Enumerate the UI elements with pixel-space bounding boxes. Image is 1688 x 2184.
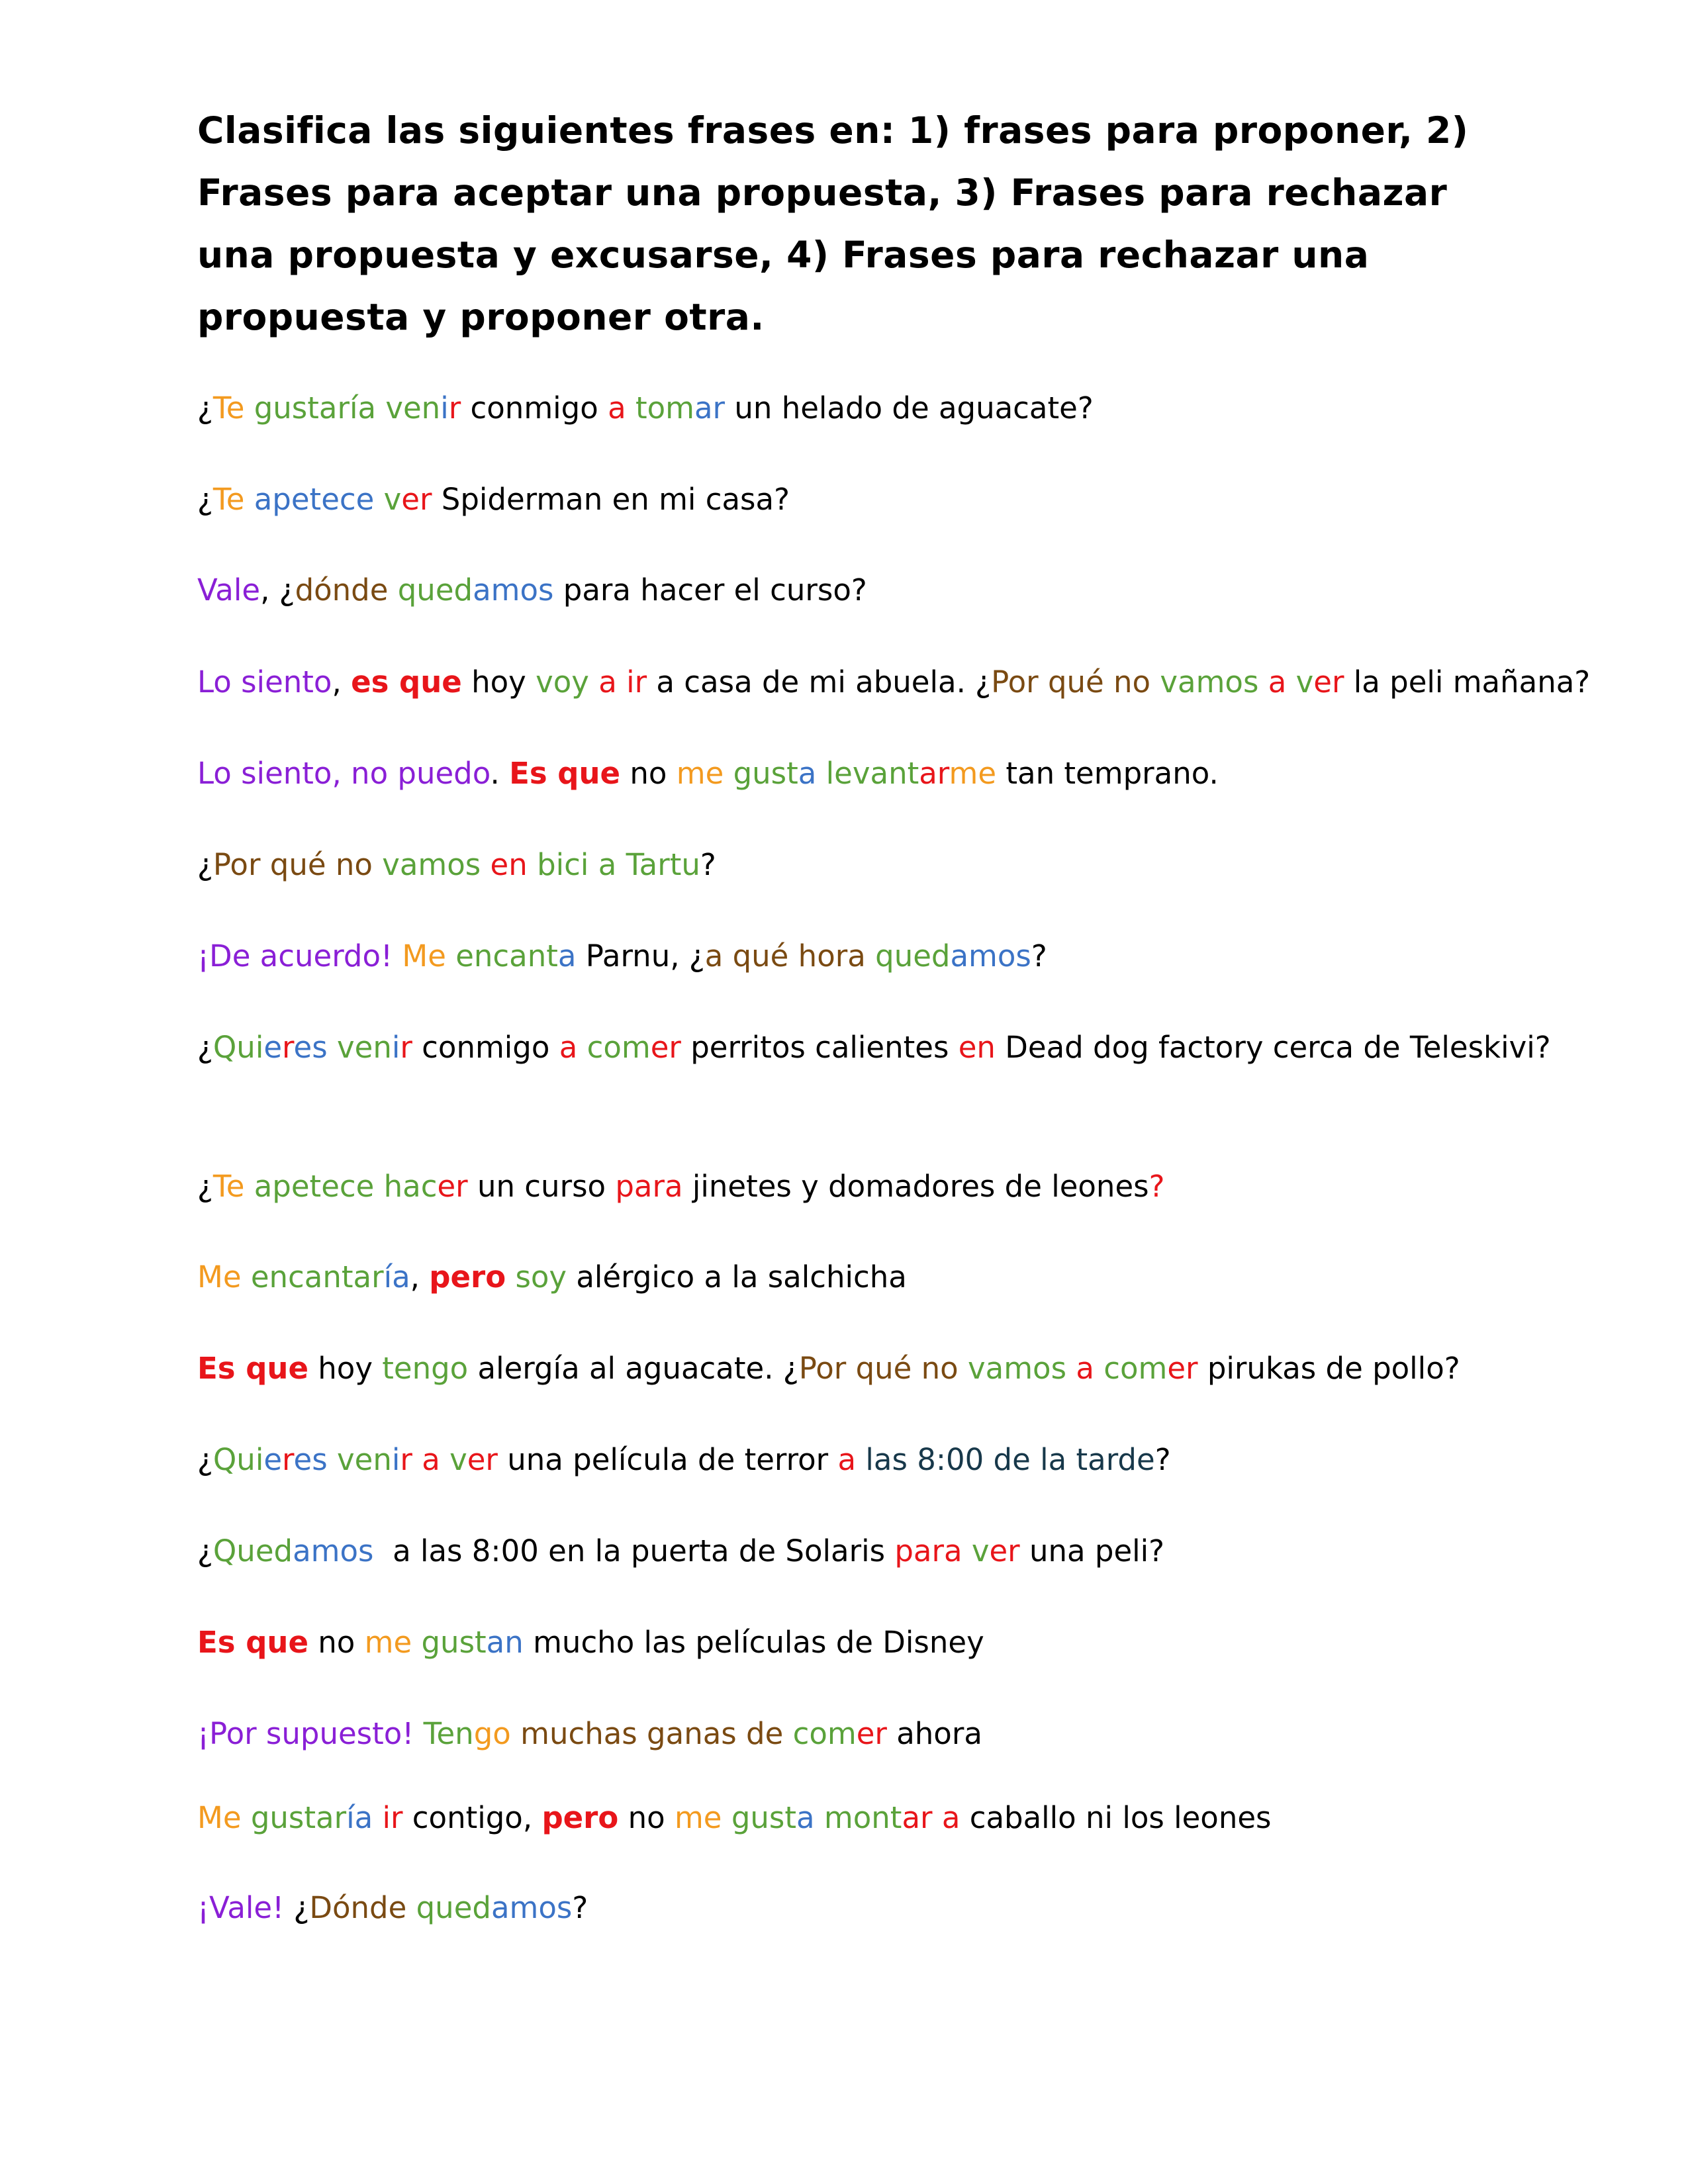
sentence-segment — [511, 1716, 520, 1751]
sentence-segment: r — [400, 1442, 412, 1477]
sentence-segment: v — [383, 482, 402, 517]
sentence-segment: Qui — [212, 1030, 264, 1065]
sentence-segment: Dead dog factory cerca de Teleskivi? — [995, 1030, 1551, 1065]
sentence-segment: ía — [346, 1800, 373, 1835]
sentence-segment: ía — [383, 1259, 410, 1295]
sentence-segment: jinetes y domadores de leones — [682, 1169, 1149, 1204]
sentence-segment: ? — [700, 847, 716, 882]
sentence-segment: a — [559, 1030, 578, 1065]
sentence-segment: a — [798, 756, 817, 791]
sentence-segment: er — [1313, 664, 1344, 700]
sentence-segment: er — [650, 1030, 681, 1065]
sentence-segment — [481, 847, 490, 882]
sentence-segment: caballo ni los leones — [960, 1800, 1272, 1835]
sentence-segment: er — [989, 1533, 1020, 1569]
sentence-segment: Es que — [197, 1625, 308, 1660]
sentence-segment: ar — [919, 756, 949, 791]
sentence-segment: amos — [473, 572, 554, 608]
sentence-14 — [197, 1619, 1574, 1666]
sentence-segment — [414, 1716, 423, 1751]
sentence-segment: me — [364, 1625, 412, 1660]
sentence-segment: no — [308, 1625, 365, 1660]
sentence-segment — [722, 1800, 731, 1835]
sentence-segment: ¿ — [197, 1030, 213, 1065]
sentence-segment — [866, 938, 875, 974]
sentence-segment: amos — [491, 1890, 573, 1925]
sentence-segment: ¿ — [197, 390, 213, 426]
sentence-segment: tan temprano. — [996, 756, 1219, 791]
sentence-segment: i — [391, 1030, 400, 1065]
sentence-segment — [412, 1442, 422, 1477]
sentence-8 — [197, 1024, 1574, 1071]
sentence-2 — [197, 477, 1574, 523]
sentence-segment: pero — [541, 1800, 619, 1835]
sentence-segment: ? — [572, 1890, 588, 1925]
sentence-segment: er — [1167, 1351, 1198, 1386]
sentence-segment: muchas ganas de — [520, 1716, 793, 1751]
sentence-segment: Te — [212, 390, 245, 426]
sentence-segment: a — [796, 1800, 815, 1835]
sentence-segment: Por qué no — [798, 1351, 959, 1386]
sentence-segment: , — [410, 1259, 430, 1295]
sentence-9 — [197, 1163, 1574, 1210]
sentence-segment — [962, 1533, 972, 1569]
sentence-segment — [506, 1259, 515, 1295]
sentence-segment: no — [618, 1800, 675, 1835]
sentence-segment: Ten — [423, 1716, 474, 1751]
sentence-segment — [373, 1800, 382, 1835]
sentence-4 — [197, 659, 1591, 705]
sentence-segment: ¡Vale! — [197, 1890, 285, 1925]
sentence-7 — [197, 933, 1574, 979]
sentence-segment: Qui — [212, 1442, 264, 1477]
sentence-segment: , ¿ — [260, 572, 295, 608]
sentence-segment — [446, 938, 455, 974]
sentence-segment: ¿ — [284, 1890, 310, 1925]
sentence-segment — [440, 1442, 449, 1477]
sentence-segment: a — [422, 1442, 440, 1477]
sentence-segment: . — [490, 756, 510, 791]
sentence-segment: Te — [212, 1169, 245, 1204]
sentence-segment — [933, 1800, 942, 1835]
sentence-segment: r — [400, 1030, 412, 1065]
sentence-segment: la peli mañana? — [1344, 664, 1591, 700]
sentence-segment — [577, 1030, 586, 1065]
sentence-segment — [1094, 1351, 1103, 1386]
sentence-10 — [197, 1254, 1574, 1300]
sentence-segment: ? — [1149, 1169, 1165, 1204]
sentence-segment: las 8:00 de la tarde — [865, 1442, 1155, 1477]
sentence-segment: com — [586, 1030, 651, 1065]
sentence-segment: ven — [337, 1030, 392, 1065]
sentence-segment: en — [490, 847, 528, 882]
sentence-segment: a — [941, 1800, 961, 1835]
sentence-segment: ¿ — [197, 1442, 213, 1477]
sentence-segment — [815, 1800, 824, 1835]
sentence-segment — [816, 756, 825, 791]
sentence-segment: ahora — [886, 1716, 982, 1751]
sentence-segment: en — [958, 1030, 996, 1065]
sentence-segment: Me — [402, 938, 446, 974]
sentence-segment: v — [1295, 664, 1314, 700]
sentence-segment: gust — [733, 756, 798, 791]
sentence-segment: com — [792, 1716, 857, 1751]
sentence-segment: gust — [731, 1800, 796, 1835]
sentence-1 — [197, 385, 1574, 432]
sentence-segment: r — [282, 1442, 294, 1477]
instruction-title: Clasifica las siguientes frases en: 1) frases para proponer, 2) Frases para aceptar una propuesta, 3) Frases para rechazar una propuesta y excusarse, 4) Frases para rechazar una propuesta y proponer otra. — [197, 109, 1469, 338]
sentence-11 — [197, 1345, 1574, 1392]
sentence-segment: amos — [950, 938, 1031, 974]
sentence-segment: hoy — [461, 664, 536, 700]
sentence-segment — [1150, 664, 1160, 700]
sentence-segment: es — [293, 1442, 328, 1477]
sentence-segment: er — [856, 1716, 887, 1751]
sentence-segment: para — [615, 1169, 683, 1204]
sentence-segment — [626, 390, 635, 426]
sentence-segment — [528, 847, 537, 882]
sentence-16 — [197, 1795, 1574, 1841]
sentence-segment: r — [282, 1030, 294, 1065]
sentence-segment: a — [1268, 664, 1287, 700]
sentence-segment: a — [837, 1442, 857, 1477]
sentence-segment: Qued — [212, 1533, 293, 1569]
sentence-segment — [1258, 664, 1268, 700]
sentence-segment: a casa de mi abuela. ¿ — [647, 664, 992, 700]
sentence-segment: es que — [351, 664, 462, 700]
sentence-segment: una peli? — [1019, 1533, 1165, 1569]
sentence-segment: a — [557, 938, 577, 974]
sentence-segment: mont — [823, 1800, 902, 1835]
sentence-segment: encantar — [250, 1259, 384, 1295]
sentence-segment: gustar — [250, 1800, 347, 1835]
sentence-segment: Es que — [197, 1351, 308, 1386]
sentence-segment: para — [894, 1533, 962, 1569]
sentence-segment — [393, 938, 402, 974]
sentence-segment: encant — [455, 938, 558, 974]
sentence-segment: tom — [635, 390, 694, 426]
sentence-segment — [589, 664, 598, 700]
sentence-segment: ar — [902, 1800, 933, 1835]
sentence-segment — [328, 1442, 337, 1477]
sentence-segment: Te — [212, 482, 245, 517]
sentence-segment: bici a Tartu — [537, 847, 700, 882]
sentence-segment: Vale — [197, 572, 261, 608]
sentence-segment — [1066, 1351, 1076, 1386]
sentence-segment — [412, 1625, 421, 1660]
sentence-segment: me — [676, 756, 724, 791]
sentence-segment: qued — [875, 938, 951, 974]
sentence-segment: ¿ — [197, 1533, 213, 1569]
sentence-3 — [197, 567, 1574, 614]
sentence-segment: hac — [383, 1169, 438, 1204]
sentence-segment: ¡De acuerdo! — [197, 938, 393, 974]
sentence-13 — [197, 1528, 1574, 1574]
sentence-segment: vamos — [1160, 664, 1259, 700]
sentence-segment: Dónde — [309, 1890, 416, 1925]
sentence-15 — [197, 1711, 1574, 1757]
sentence-segment: para hacer el curso? — [553, 572, 867, 608]
sentence-segment: conmigo — [412, 1030, 559, 1065]
sentence-segment — [959, 1351, 968, 1386]
sentence-segment: v — [449, 1442, 467, 1477]
sentence-segment: ? — [1154, 1442, 1171, 1477]
sentence-segment: pirukas de pollo? — [1197, 1351, 1460, 1386]
sentence-segment: er — [467, 1442, 498, 1477]
sentence-segment: mucho las películas de Disney — [523, 1625, 984, 1660]
sentence-segment: Spiderman en mi casa? — [432, 482, 790, 517]
sentence-6 — [197, 842, 1574, 888]
sentence-segment: ir — [626, 664, 647, 700]
sentence-segment: contigo, — [402, 1800, 542, 1835]
sentence-segment: soy — [515, 1259, 567, 1295]
sentence-segment: una película de terror — [497, 1442, 838, 1477]
sentence-segment: , — [332, 664, 352, 700]
sentence-segment: amos — [293, 1533, 374, 1569]
sentence-segment: tengo — [382, 1351, 469, 1386]
sentence-segment — [1286, 664, 1295, 700]
sentence-segment — [242, 1800, 251, 1835]
sentence-segment: Parnu, ¿ — [576, 938, 705, 974]
sentence-segment: Lo siento — [197, 664, 332, 700]
sentence-segment: qued — [397, 572, 473, 608]
sentence-segment: me — [674, 1800, 722, 1835]
sentence-segment: an — [486, 1625, 524, 1660]
sentence-segment: er — [401, 482, 432, 517]
sentence-segment — [617, 664, 626, 700]
sentence-segment — [242, 1259, 251, 1295]
sentence-segment: ¡Por supuesto! — [197, 1716, 414, 1751]
sentence-segment: i — [391, 1442, 400, 1477]
sentence-segment: apetece — [244, 1169, 384, 1204]
sentence-segment: conmigo — [461, 390, 608, 426]
sentence-segment: gustaría — [244, 390, 386, 426]
sentence-segment: e — [263, 1030, 283, 1065]
sentence-segment: com — [1103, 1351, 1168, 1386]
sentence-12 — [197, 1437, 1574, 1483]
sentence-segment: ar — [694, 390, 726, 426]
sentence-segment: pero — [429, 1259, 506, 1295]
sentence-segment: Por qué no — [991, 664, 1151, 700]
sentence-segment: a las 8:00 en la puerta de Solaris — [373, 1533, 895, 1569]
sentence-segment: ¿ — [197, 847, 213, 882]
sentence-segment: alergía al aguacate. ¿ — [468, 1351, 799, 1386]
sentence-5 — [197, 751, 1574, 797]
sentence-segment: alérgico a la salchicha — [567, 1259, 907, 1295]
sentence-segment: a — [1076, 1351, 1094, 1386]
sentence-segment: a qué hora — [704, 938, 866, 974]
sentence-segment: a — [608, 390, 626, 426]
sentence-segment: ¿ — [197, 482, 213, 517]
sentence-segment: levant — [825, 756, 919, 791]
sentence-segment: vamos — [382, 847, 481, 882]
sentence-segment: voy — [536, 664, 589, 700]
sentence-segment: Me — [197, 1259, 242, 1295]
sentence-segment: Por qué no — [212, 847, 373, 882]
sentence-segment: qued — [416, 1890, 491, 1925]
sentence-segment: hoy — [308, 1351, 383, 1386]
sentence-segment: ¿ — [197, 1169, 213, 1204]
sentence-segment: un curso — [467, 1169, 616, 1204]
sentence-segment: apetece — [244, 482, 384, 517]
sentence-segment: ven — [385, 390, 441, 426]
sentence-segment: v — [971, 1533, 990, 1569]
sentence-segment — [373, 847, 382, 882]
sentence-segment: r — [448, 390, 461, 426]
sentence-segment — [724, 756, 733, 791]
sentence-segment: a — [598, 664, 617, 700]
sentence-segment: ven — [337, 1442, 392, 1477]
sentence-segment: go — [473, 1716, 511, 1751]
sentence-segment: e — [263, 1442, 283, 1477]
sentence-segment: vamos — [968, 1351, 1067, 1386]
sentence-segment: er — [437, 1169, 468, 1204]
sentence-segment: perritos calientes — [680, 1030, 959, 1065]
sentence-17 — [197, 1885, 1574, 1931]
sentence-segment: Es que — [509, 756, 621, 791]
sentence-segment: gust — [421, 1625, 487, 1660]
sentence-segment: i — [440, 390, 449, 426]
sentence-segment: no — [620, 756, 677, 791]
sentence-segment — [856, 1442, 865, 1477]
sentence-segment: Lo siento, no puedo — [197, 756, 491, 791]
sentence-segment: es — [293, 1030, 328, 1065]
sentence-segment: dónde — [295, 572, 398, 608]
sentence-segment: me — [949, 756, 997, 791]
sentence-segment: ir — [382, 1800, 403, 1835]
sentence-segment: un helado de aguacate? — [725, 390, 1094, 426]
sentence-segment: ? — [1031, 938, 1047, 974]
sentence-segment — [328, 1030, 337, 1065]
sentence-segment: Me — [197, 1800, 242, 1835]
